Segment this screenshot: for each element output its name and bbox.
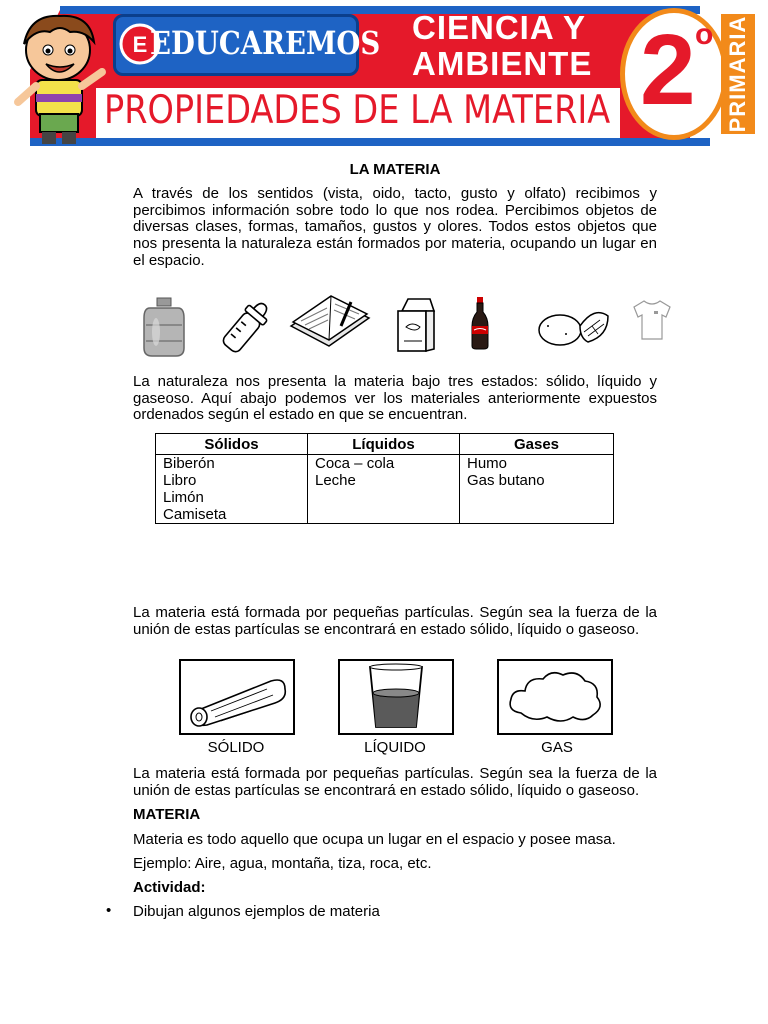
materia-heading: MATERIA bbox=[133, 806, 201, 823]
subject-line-1: CIENCIA Y bbox=[412, 9, 587, 46]
baby-bottle-icon bbox=[215, 296, 277, 358]
table-header-gases: Gases bbox=[460, 434, 614, 455]
level-label: PRIMARIA bbox=[725, 15, 750, 133]
table-header-solids: Sólidos bbox=[156, 434, 308, 455]
solid-label: SÓLIDO bbox=[207, 739, 265, 756]
states-intro-paragraph: La naturaleza nos presenta la materia bajo tres estados: sólido, líquido y gaseoso. Aquí abajo podemos ver los materiales anteriormente expuestos ordenados según el estado en que se encuentran. bbox=[133, 373, 657, 424]
log-icon bbox=[181, 661, 293, 733]
brand-logo-letter: E bbox=[132, 32, 148, 57]
gas-image-box bbox=[497, 659, 613, 735]
glass-of-water-icon bbox=[340, 661, 452, 733]
activity-item: Dibujan algunos ejemplos de materia bbox=[133, 903, 380, 920]
book-icon bbox=[289, 288, 371, 352]
cola-bottle-icon bbox=[469, 296, 491, 350]
materia-definition: Materia es todo aquello que ocupa un lugar en el espacio y posee masa. bbox=[133, 831, 616, 848]
table-header-row bbox=[156, 434, 614, 455]
gas-cylinder-icon bbox=[140, 296, 188, 358]
table-item: Camiseta bbox=[163, 506, 227, 523]
header-banner bbox=[0, 0, 768, 150]
grade-number: 2 bbox=[640, 14, 696, 126]
table-item: Gas butano bbox=[467, 472, 545, 489]
kid-mascot-icon bbox=[10, 6, 108, 146]
particles-paragraph-1: La materia está formada por pequeñas partículas. Según sea la fuerza de la unión de estas partículas se encontrará en estado sólido, líquido o gaseoso. bbox=[133, 604, 657, 638]
grade-ordinal: o bbox=[695, 18, 714, 51]
table-item: Leche bbox=[315, 472, 356, 489]
liquid-label: LÍQUIDO bbox=[364, 739, 426, 756]
table-cell-solids bbox=[156, 455, 308, 524]
example-line: Ejemplo: Aire, agua, montaña, tiza, roca, etc. bbox=[133, 855, 432, 872]
activity-heading: Actividad: bbox=[133, 879, 206, 896]
topic-title: PROPIEDADES DE LA MATERIA bbox=[104, 88, 611, 133]
bullet-icon: • bbox=[106, 902, 112, 919]
table-item: Humo bbox=[467, 455, 508, 472]
tshirt-icon bbox=[630, 297, 674, 341]
cloud-icon bbox=[499, 661, 611, 733]
particles-paragraph-2: La materia está formada por pequeñas partículas. Según sea la fuerza de la unión de estas partículas se encontrará en estado sólido, líquido o gaseoso. bbox=[133, 765, 657, 799]
section-title: LA MATERIA bbox=[349, 161, 441, 178]
gas-label: GAS bbox=[541, 739, 573, 756]
states-table bbox=[155, 433, 614, 524]
milk-carton-icon bbox=[394, 297, 438, 353]
table-cell-gases bbox=[460, 455, 614, 524]
table-item: Biberón bbox=[163, 455, 215, 472]
subject-title bbox=[412, 10, 592, 82]
liquid-image-box bbox=[338, 659, 454, 735]
solid-image-box bbox=[179, 659, 295, 735]
table-item: Coca – cola bbox=[315, 455, 395, 472]
subject-line-2: AMBIENTE bbox=[412, 45, 593, 82]
table-item: Limón bbox=[163, 489, 204, 506]
table-item: Libro bbox=[163, 472, 197, 489]
table-row bbox=[156, 455, 614, 524]
intro-paragraph: A través de los sentidos (vista, oido, tacto, gusto y olfato) recibimos y percibimos información sobre todo lo que nos rodea. Percibimos objetos de diversas clases, formas, tamaños, gustos y olores. Todos estos objetos que nos presenta la naturaleza están formados por materia, ocupando un lugar en el espacio. bbox=[133, 185, 657, 269]
table-cell-liquids bbox=[308, 455, 460, 524]
brand-name: EDUCAREMOS bbox=[150, 24, 381, 62]
table-header-liquids: Líquidos bbox=[308, 434, 460, 455]
lemon-icon bbox=[536, 304, 610, 348]
